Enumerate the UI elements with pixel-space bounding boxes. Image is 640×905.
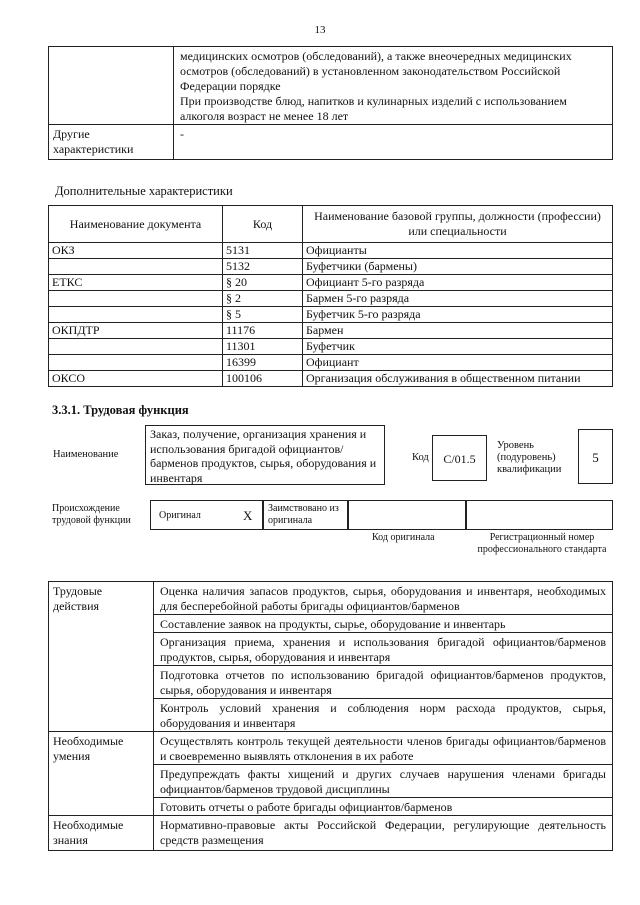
empty-label-cell <box>49 47 174 125</box>
code-cell: 11301 <box>223 339 303 355</box>
reg-number-cell <box>466 500 613 530</box>
req-line: алкоголя возраст не менее 18 лет <box>180 109 349 123</box>
labor-function-title: 3.3.1. Трудовая функция <box>52 403 189 417</box>
table-row <box>49 243 613 259</box>
req-line: осмотров (обследований) в установленном законодательством Российской <box>180 64 561 78</box>
code-cell: 5131 <box>223 243 303 259</box>
table-row <box>49 307 613 323</box>
name-cell: Буфетчики (бармены) <box>303 259 613 275</box>
code-cell: 5132 <box>223 259 303 275</box>
requirements-table <box>48 46 613 160</box>
name-cell: Официанты <box>303 243 613 259</box>
doc-cell: ЕТКС <box>49 275 223 291</box>
labor-action-item: Составление заявок на продукты, сырье, оборудование и инвентарь <box>154 615 613 633</box>
header-document: Наименование документа <box>49 206 223 243</box>
header-code: Код <box>223 206 303 243</box>
doc-cell: ОКПДТР <box>49 323 223 339</box>
qualification-level-label: Уровень (подуровень) квалификации <box>497 440 562 475</box>
code-original-cell <box>348 500 466 530</box>
code-cell: § 2 <box>223 291 303 307</box>
table-row <box>49 291 613 307</box>
requirements-text <box>174 47 613 125</box>
page-number: 13 <box>314 24 326 36</box>
labor-action-item: Контроль условий хранения и соблюдения норм расхода продуктов, сырья, оборудования и инвентаря <box>154 699 613 732</box>
name-label: Наименование <box>53 449 119 460</box>
additional-characteristics-table <box>48 205 613 387</box>
req-line: При производстве блюд, напитков и кулинарных изделий с использованием <box>180 94 567 108</box>
reg-number-label: Регистрационный номер профессионального стандарта <box>477 532 607 555</box>
labor-action-item: Подготовка отчетов по использованию бригадой официантов/барменов продуктов, сырья, оборудования и инвентаря <box>154 666 613 699</box>
labor-actions-label: Трудовые действия <box>49 582 154 732</box>
additional-characteristics-title: Дополнительные характеристики <box>55 184 233 198</box>
doc-cell: ОКЗ <box>49 243 223 259</box>
knowledge-label: Необходимые знания <box>49 816 154 851</box>
borrowed-cell: Заимствовано из оригинала <box>263 500 348 530</box>
doc-cell <box>49 259 223 275</box>
req-line: медицинских осмотров (обследований), а также внеочередных медицинских <box>180 49 572 63</box>
other-characteristics-value: - <box>174 125 613 160</box>
original-mark: X <box>243 508 253 523</box>
original-label: Оригинал <box>159 510 201 521</box>
name-cell: Бармен <box>303 323 613 339</box>
labor-action-item: Организация приема, хранения и использования бригадой официантов/барменов продуктов, сырья, оборудования и инвентаря <box>154 633 613 666</box>
req-line: Федерации порядке <box>180 79 281 93</box>
code-original-label: Код оригинала <box>372 532 435 543</box>
table-row <box>49 371 613 387</box>
skill-item: Осуществлять контроль текущей деятельности членов бригады официантов/барменов и своевременно выявлять отклонения в их работе <box>154 732 613 765</box>
labor-function-table <box>48 581 613 851</box>
table-row <box>49 275 613 291</box>
other-characteristics-label: Другие характеристики <box>49 125 174 160</box>
skill-item: Готовить отчеты о работе бригады официантов/барменов <box>154 798 613 816</box>
doc-cell <box>49 291 223 307</box>
code-label: Код <box>412 452 429 463</box>
table-row <box>49 259 613 275</box>
skill-item: Предупреждать факты хищений и других случаев нарушения членами бригады официантов/барменов трудовой дисциплины <box>154 765 613 798</box>
doc-cell <box>49 355 223 371</box>
header-group-name: Наименование базовой группы, должности (профессии) или специальности <box>303 206 613 243</box>
qualification-level-box: 5 <box>578 429 613 484</box>
original-cell <box>150 500 263 530</box>
name-cell: Организация обслуживания в общественном питании <box>303 371 613 387</box>
code-cell: 100106 <box>223 371 303 387</box>
doc-cell <box>49 307 223 323</box>
skills-label: Необходимые умения <box>49 732 154 816</box>
name-cell: Официант 5-го разряда <box>303 275 613 291</box>
table-row <box>49 339 613 355</box>
function-code-box: C/01.5 <box>432 435 487 481</box>
name-cell: Бармен 5-го разряда <box>303 291 613 307</box>
knowledge-item: Нормативно-правовые акты Российской Федерации, регулирующие деятельность средств размещения <box>154 816 613 851</box>
code-cell: 11176 <box>223 323 303 339</box>
code-cell: § 20 <box>223 275 303 291</box>
labor-action-item: Оценка наличия запасов продуктов, сырья, оборудования и инвентаря, необходимых для бесперебойной работы бригады официантов/барменов <box>154 582 613 615</box>
origin-label: Происхождение трудовой функции <box>52 503 131 526</box>
code-cell: 16399 <box>223 355 303 371</box>
table-row <box>49 323 613 339</box>
table-row <box>49 355 613 371</box>
name-cell: Буфетчик 5-го разряда <box>303 307 613 323</box>
function-name-box: Заказ, получение, организация хранения и использования бригадой официантов/барменов продуктов, сырья, оборудования и инвентаря <box>145 425 385 485</box>
name-cell: Официант <box>303 355 613 371</box>
doc-cell: ОКСО <box>49 371 223 387</box>
doc-cell <box>49 339 223 355</box>
name-cell: Буфетчик <box>303 339 613 355</box>
code-cell: § 5 <box>223 307 303 323</box>
